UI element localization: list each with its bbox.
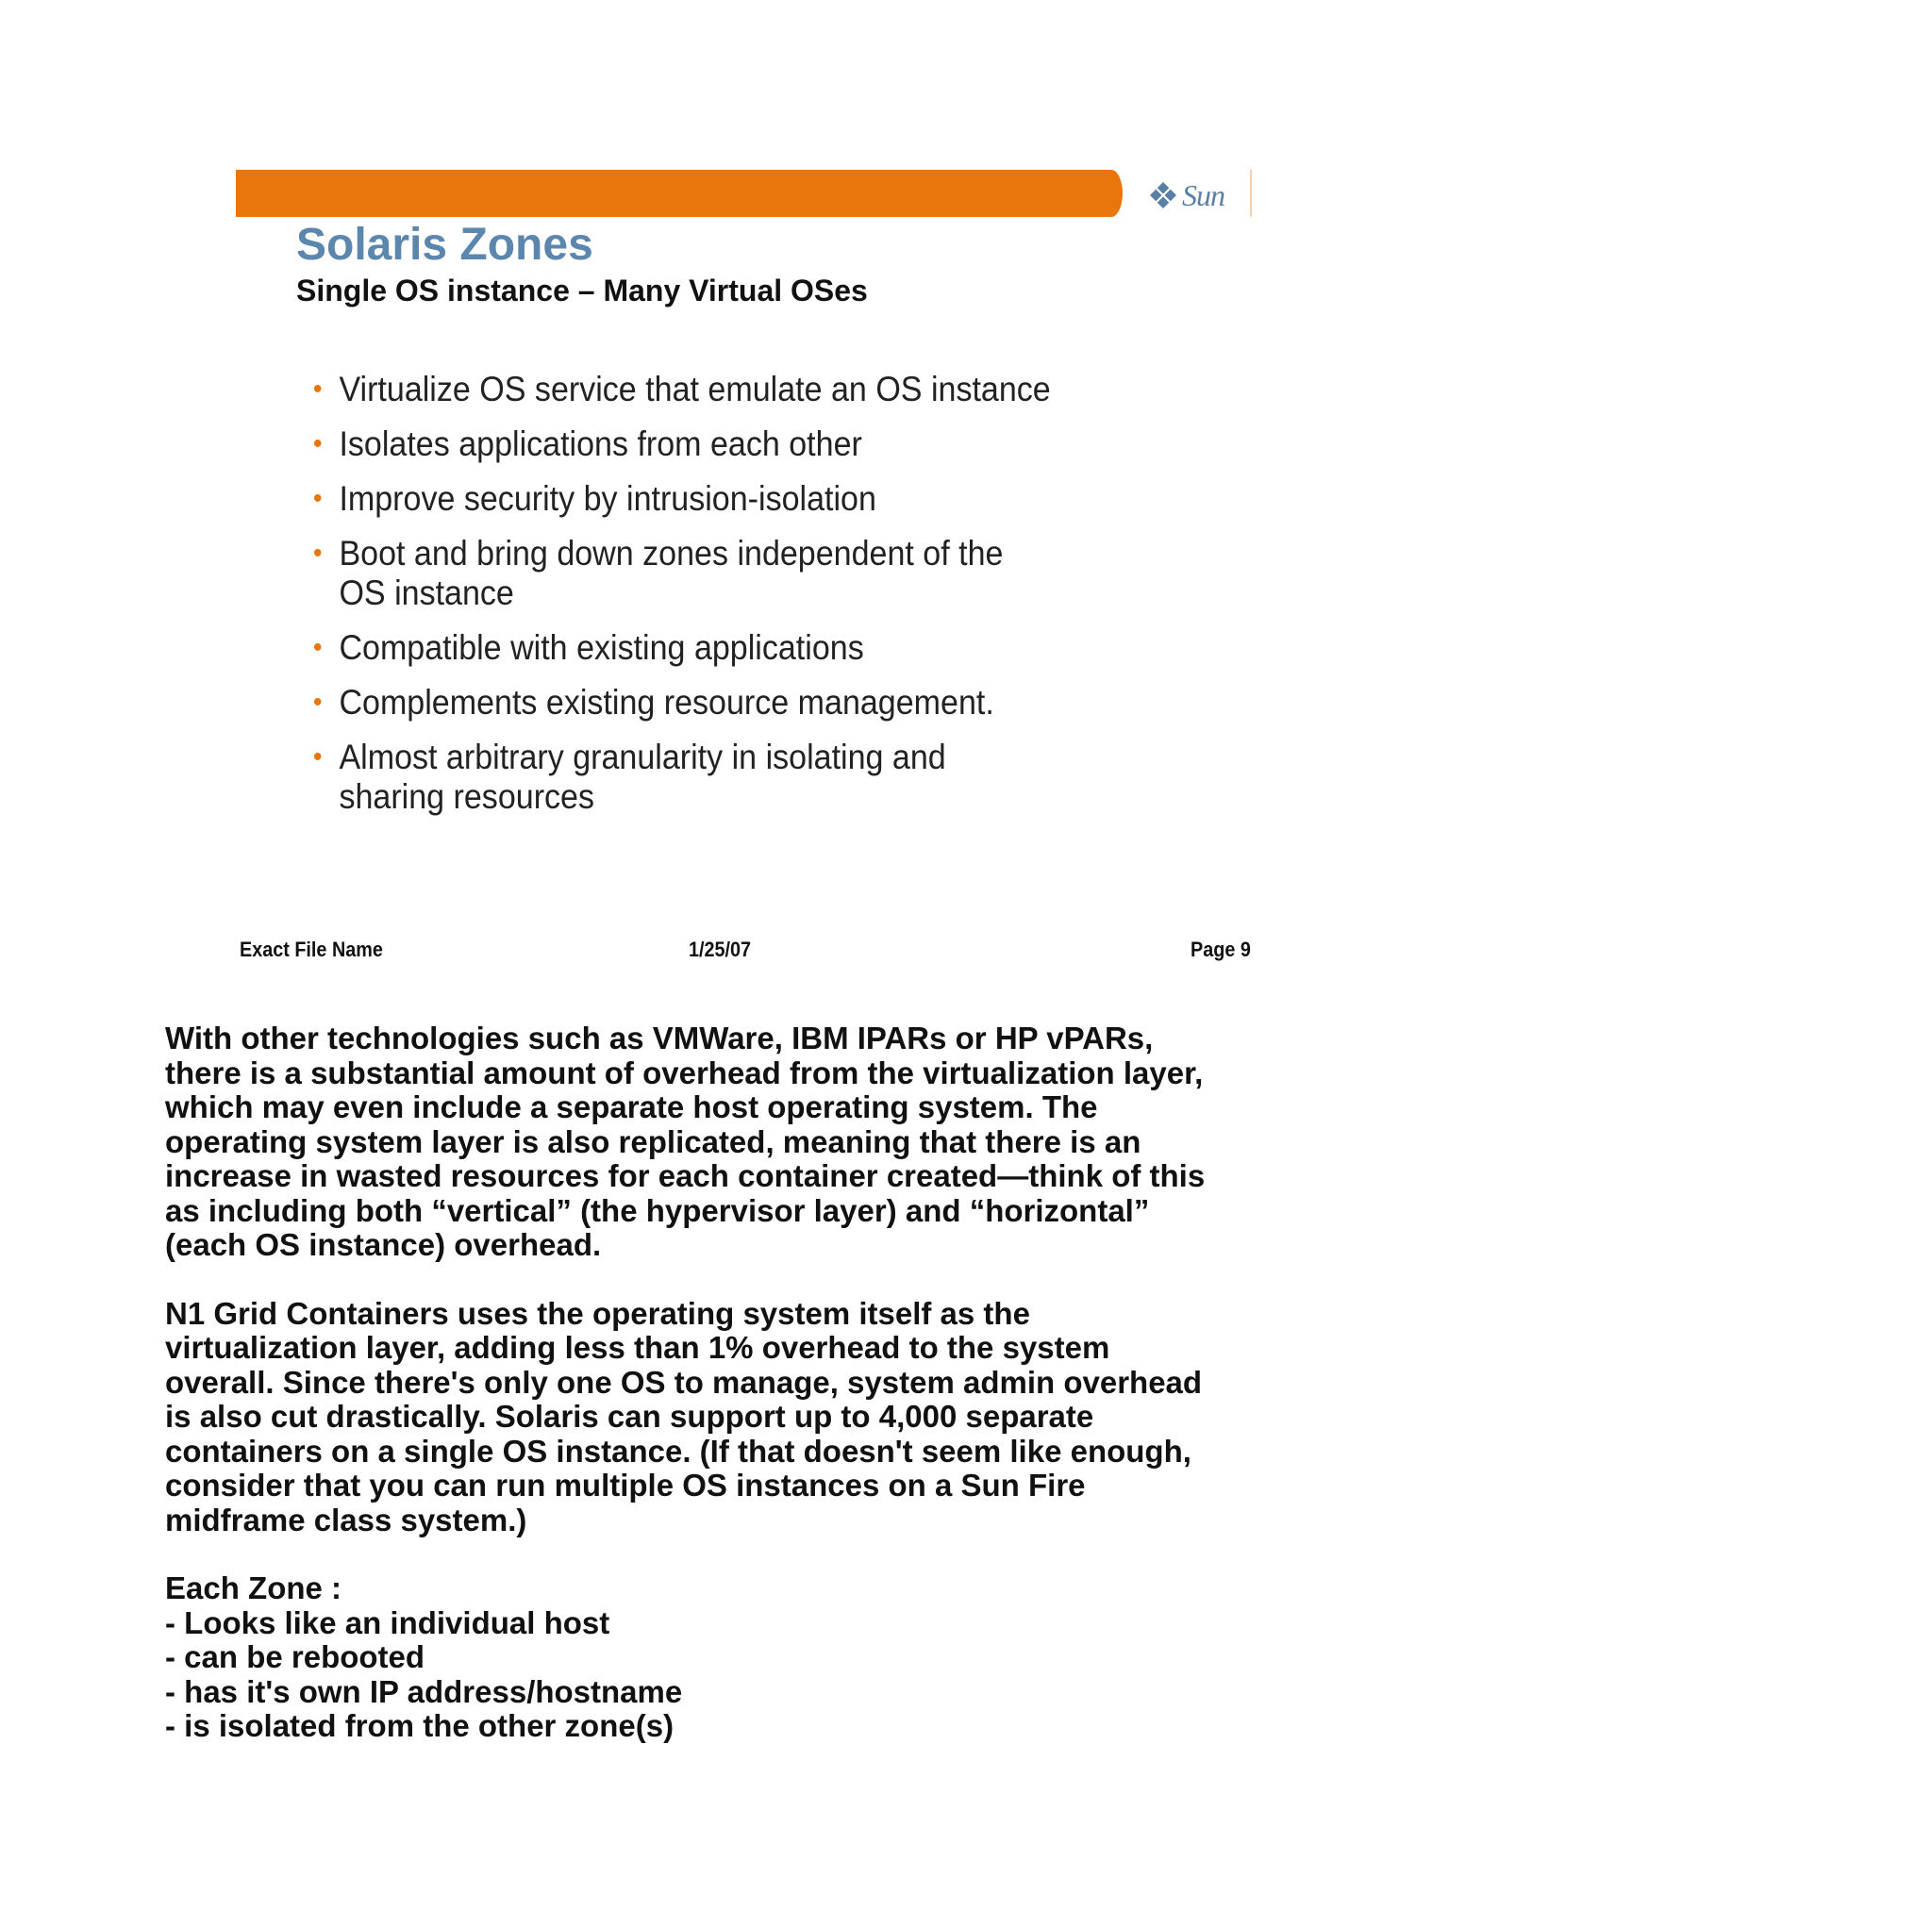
speaker-notes	[165, 1022, 1344, 1744]
footer-file-name: Exact File Name	[240, 938, 383, 961]
footer-date: 1/25/07	[689, 938, 752, 961]
logo-divider	[1250, 170, 1252, 217]
bullet-item: • Almost arbitrary granularity in isolating and sharing resources	[312, 738, 946, 816]
zone-list	[165, 1571, 1344, 1744]
bullet-icon: •	[312, 428, 323, 459]
bullet-icon: •	[312, 538, 323, 569]
bullet-icon: •	[312, 374, 323, 405]
bullet-item: • Isolates applications from each other	[312, 424, 862, 463]
bullet-item: • Complements existing resource management.	[312, 683, 994, 722]
bullet-list	[311, 370, 1141, 832]
slide-title: Solaris Zones	[296, 220, 593, 270]
sun-diamond-icon	[1148, 180, 1178, 210]
bullet-icon: •	[312, 632, 323, 663]
sun-logo	[1148, 176, 1224, 214]
footer-page-number: Page 9	[1191, 938, 1251, 961]
zone-list-item: - can be rebooted	[165, 1639, 425, 1674]
bullet-item: • Improve security by intrusion-isolation	[312, 479, 876, 518]
bullet-item: • Virtualize OS service that emulate an OS instance	[312, 370, 1051, 408]
header-bar	[236, 170, 1123, 217]
sun-logo-text: Sun	[1182, 177, 1224, 212]
bullet-item: • Boot and bring down zones independent of the OS instance	[312, 534, 1004, 612]
bullet-icon: •	[312, 741, 323, 772]
bullet-item: • Compatible with existing applications	[312, 628, 864, 667]
bullet-icon: •	[312, 483, 323, 514]
zone-list-heading: Each Zone :	[165, 1570, 342, 1605]
slide-subtitle: Single OS instance – Many Virtual OSes	[296, 274, 868, 307]
notes-paragraph: N1 Grid Containers uses the operating system itself as the virtualization layer, adding less than 1% overhead to the system overall. Since there's only one OS to manage, system admin overhead is also cut drastically. Solaris can support up to 4,000 separate containers on a single OS instance. (If that doesn't seem like enough, consider that you can run multiple OS instances on a Sun Fire midframe class system.)	[165, 1295, 1203, 1537]
notes-paragraph: With other technologies such as VMWare, IBM IPARs or HP vPARs, there is a substantial amount of overhead from the virtualization layer, which may even include a separate host operating system. The operating system layer is also replicated, meaning that there is an increase in wasted resources for each container created—think of this as including both “vertical” (the hypervisor layer) and “horizontal” (each OS instance) overhead.	[165, 1021, 1206, 1262]
zone-list-item: - is isolated from the other zone(s)	[165, 1708, 675, 1743]
zone-list-item: - Looks like an individual host	[165, 1604, 610, 1640]
zone-list-item: - has it's own IP address/hostname	[165, 1673, 683, 1709]
bullet-icon: •	[312, 687, 323, 718]
